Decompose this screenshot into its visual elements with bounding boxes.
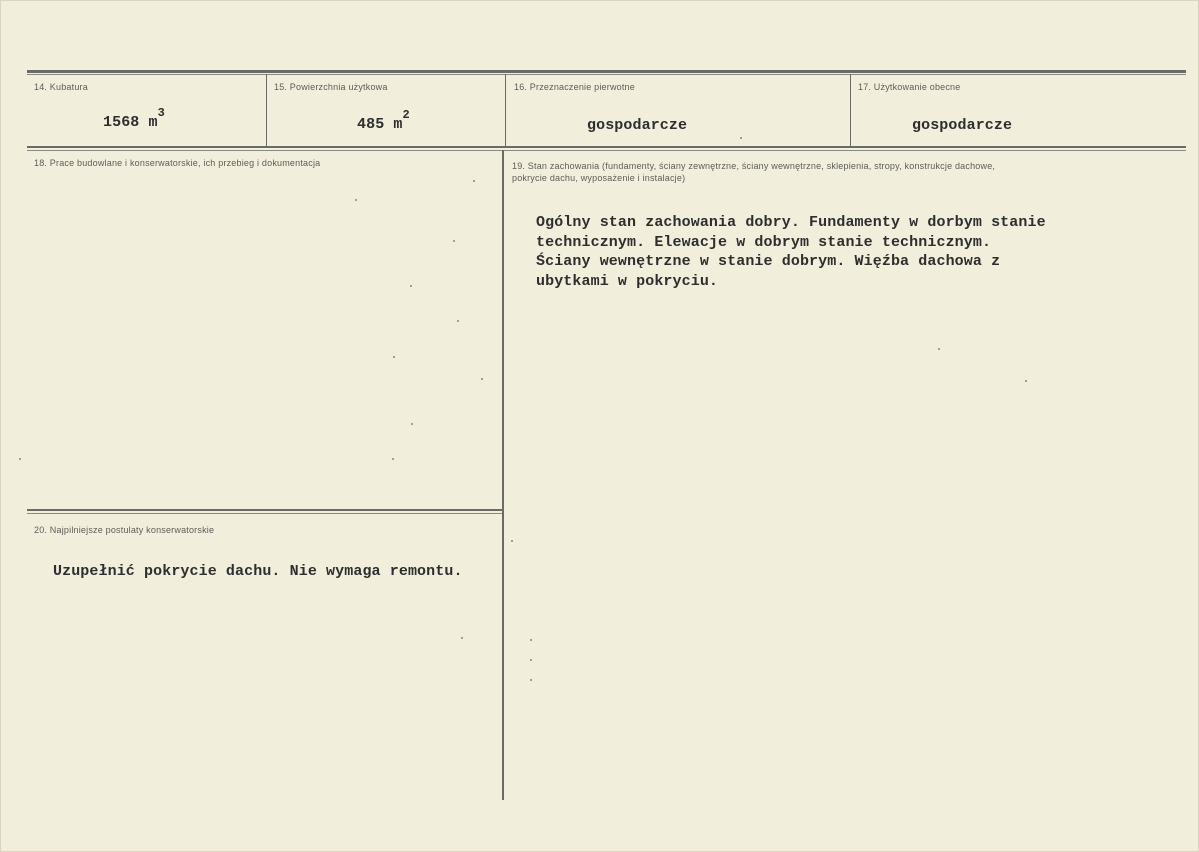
top-rule bbox=[27, 70, 1186, 73]
paper-speck bbox=[411, 423, 413, 425]
paper-speck bbox=[453, 240, 455, 242]
main-divider bbox=[502, 150, 504, 800]
row1-bottom-rule-thin bbox=[27, 150, 1186, 151]
section-18-20-rule-thin bbox=[27, 513, 502, 514]
field-14-label: 14. Kubatura bbox=[34, 82, 88, 92]
field-19-value: Ogólny stan zachowania dobry. Fundamenty w dorbym stanie technicznym. Elewacje w dobrym stanie technicznym. Ściany wewnętrzne w stanie dobrym. Więźba dachowa z ubytkami w pokryciu. bbox=[536, 214, 1046, 290]
field-18-label: 18. Prace budowlane i konserwatorskie, ich przebieg i dokumentacja bbox=[34, 158, 321, 168]
field-20-label: 20. Najpilniejsze postulaty konserwatorskie bbox=[34, 525, 215, 535]
paper-speck bbox=[511, 540, 513, 542]
paper-speck bbox=[530, 679, 532, 681]
row1-bottom-rule bbox=[27, 146, 1186, 148]
paper-speck bbox=[392, 458, 394, 460]
field-14-value bbox=[103, 106, 165, 131]
field-16-value: gospodarcze bbox=[587, 117, 688, 134]
paper-speck bbox=[473, 180, 475, 182]
paper-speck bbox=[461, 637, 463, 639]
paper-speck bbox=[530, 659, 532, 661]
paper-speck bbox=[410, 285, 412, 287]
top-rule-thin bbox=[27, 74, 1186, 75]
field-14-number: 1568 m bbox=[103, 114, 158, 131]
paper-speck bbox=[355, 199, 357, 201]
field-20-value: Uzupełnić pokrycie dachu. Nie wymaga remontu. bbox=[53, 563, 463, 580]
paper-speck bbox=[481, 378, 483, 380]
paper-speck bbox=[19, 458, 21, 460]
paper-speck bbox=[457, 320, 459, 322]
field-15-value bbox=[357, 108, 410, 133]
field-15-label: 15. Powierzchnia użytkowa bbox=[274, 82, 388, 92]
field-15-exponent: 2 bbox=[402, 108, 410, 122]
field-14-exponent: 3 bbox=[157, 106, 165, 120]
paper-speck bbox=[393, 356, 395, 358]
paper-speck bbox=[938, 348, 940, 350]
row1-divider-1 bbox=[266, 74, 267, 148]
paper-speck bbox=[530, 639, 532, 641]
field-15-number: 485 m bbox=[357, 116, 403, 133]
row1-divider-2 bbox=[505, 74, 506, 148]
field-17-value: gospodarcze bbox=[912, 117, 1013, 134]
field-16-label: 16. Przeznaczenie pierwotne bbox=[514, 82, 635, 92]
field-19-label: 19. Stan zachowania (fundamenty, ściany zewnętrzne, ściany wewnętrzne, sklepienia, stropy, konstrukcje dachowe, pokrycie dachu, wyposażenie i instalacje) bbox=[512, 161, 996, 183]
paper-speck bbox=[1025, 380, 1027, 382]
section-18-20-rule bbox=[27, 509, 502, 511]
paper-speck bbox=[740, 137, 742, 139]
field-17-label: 17. Użytkowanie obecne bbox=[858, 82, 961, 92]
row1-divider-3 bbox=[850, 74, 851, 148]
